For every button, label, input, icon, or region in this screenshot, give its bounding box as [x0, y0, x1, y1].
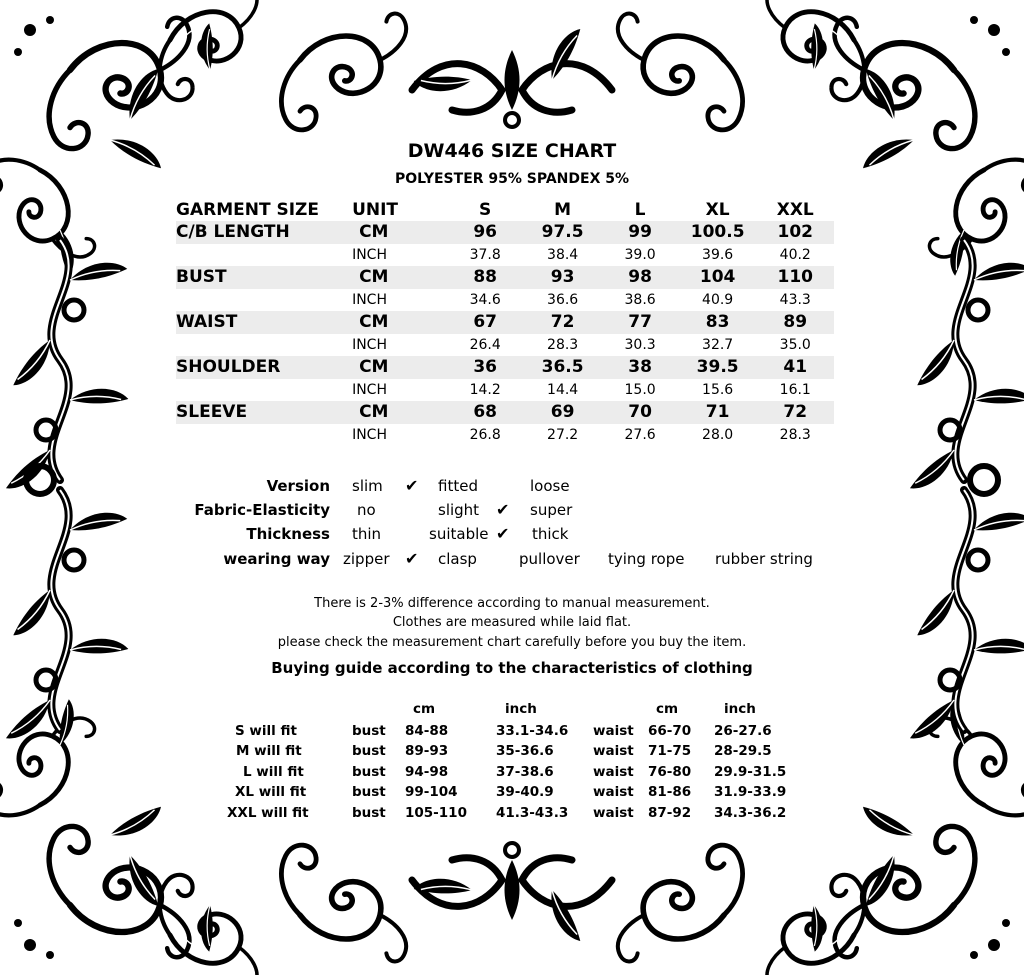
- table-cell: 14.2: [469, 381, 501, 398]
- unit-cm: CM: [352, 221, 446, 244]
- unit-cm: CM: [352, 311, 446, 334]
- guide-cell: 66-70: [648, 723, 692, 739]
- table-cell: 72: [756, 401, 834, 424]
- table-cell: 67: [446, 311, 523, 334]
- guide-cell: 81-86: [648, 784, 692, 800]
- buying-guide-title: Buying guide according to the characteristics of clothing: [271, 659, 753, 677]
- table-cell: 110: [756, 266, 834, 289]
- chart-title: DW446 SIZE CHART: [407, 140, 617, 162]
- note-check-chart: please check the measurement chart carefully before you buy the item.: [277, 635, 747, 650]
- table-cell: 28.3: [547, 336, 579, 353]
- option-slight: slight: [438, 501, 480, 519]
- table-cell: 15.6: [702, 381, 734, 398]
- table-row: [176, 379, 834, 402]
- table-cell: 27.2: [547, 426, 579, 443]
- version-label: Version: [266, 477, 330, 495]
- guide-size-label: S will fit: [235, 723, 297, 739]
- unit-cm: CM: [352, 356, 446, 379]
- thickness-label: Thickness: [246, 525, 330, 543]
- table-row: [176, 311, 834, 334]
- table-cell: 100.5: [679, 221, 757, 244]
- table-cell: 83: [679, 311, 757, 334]
- guide-cell: 41.3-43.3: [496, 805, 569, 821]
- unit-inch: INCH: [352, 336, 387, 353]
- table-cell: 43.3: [779, 291, 811, 308]
- table-cell: 70: [601, 401, 678, 424]
- table-cell: 72: [524, 311, 602, 334]
- guide-cell: 71-75: [648, 743, 692, 759]
- size-table: [176, 199, 834, 446]
- guide-size-label: XL will fit: [235, 784, 307, 800]
- table-cell: 38.4: [547, 246, 579, 263]
- guide-cell: 34.3-36.2: [714, 805, 787, 821]
- guide-cell: 89-93: [405, 743, 449, 759]
- header-unit: UNIT: [352, 200, 399, 220]
- table-cell: 37.8: [469, 246, 501, 263]
- wearing-way-row: [180, 547, 840, 571]
- guide-cell: 29.9-31.5: [714, 764, 787, 780]
- header-size-s: S: [479, 200, 492, 220]
- table-cell: 38: [601, 356, 678, 379]
- guide-cell: 76-80: [648, 764, 692, 780]
- guide-measure: bust: [352, 764, 386, 780]
- guide-header-cm: cm: [656, 701, 679, 717]
- table-cell: 68: [446, 401, 523, 424]
- guide-cell: 105-110: [405, 805, 467, 821]
- table-cell: 32.7: [702, 336, 734, 353]
- guide-measure: bust: [352, 743, 386, 759]
- option-tying-rope: tying rope: [608, 550, 685, 568]
- option-pullover: pullover: [519, 550, 580, 568]
- guide-header-cm: cm: [413, 701, 436, 717]
- table-cell: 40.2: [779, 246, 811, 263]
- guide-measure: waist: [593, 784, 634, 800]
- header-size-l: L: [634, 200, 646, 220]
- option-clasp: clasp: [438, 550, 477, 568]
- guide-size-label: XXL will fit: [227, 805, 309, 821]
- fabric-composition: POLYESTER 95% SPANDEX 5%: [394, 171, 630, 187]
- table-row: [176, 401, 834, 424]
- table-cell: 104: [679, 266, 757, 289]
- table-cell: 97.5: [524, 221, 602, 244]
- option-zipper: zipper: [343, 550, 390, 568]
- guide-size-label: M will fit: [236, 743, 302, 759]
- table-row: [176, 334, 834, 357]
- table-cell: 38.6: [624, 291, 656, 308]
- guide-cell: 99-104: [405, 784, 458, 800]
- header-size-xl: XL: [705, 200, 730, 220]
- guide-cell: 33.1-34.6: [496, 723, 569, 739]
- unit-inch: INCH: [352, 381, 387, 398]
- table-cell: 28.0: [702, 426, 734, 443]
- table-cell: 40.9: [702, 291, 734, 308]
- option-fitted: fitted: [438, 477, 478, 495]
- table-cell: 36: [446, 356, 523, 379]
- guide-cell: 37-38.6: [496, 764, 554, 780]
- header-garment-size: GARMENT SIZE: [176, 200, 319, 220]
- guide-cell: 26-27.6: [714, 723, 772, 739]
- table-cell: 89: [756, 311, 834, 334]
- size-table-header: [176, 199, 834, 221]
- header-size-xxl: XXL: [776, 200, 814, 220]
- table-row: [176, 221, 834, 244]
- table-cell: 93: [524, 266, 602, 289]
- check-mark-icon: ✔: [405, 549, 419, 568]
- guide-header-inch: inch: [724, 701, 756, 717]
- guide-header-inch: inch: [505, 701, 537, 717]
- table-row: [176, 266, 834, 289]
- table-cell: 96: [446, 221, 523, 244]
- table-cell: 30.3: [624, 336, 656, 353]
- elasticity-row: [180, 498, 840, 522]
- table-row: [176, 244, 834, 267]
- guide-measure: bust: [352, 784, 386, 800]
- unit-inch: INCH: [352, 426, 387, 443]
- table-cell: 99: [601, 221, 678, 244]
- table-cell: 77: [601, 311, 678, 334]
- measure-label: WAIST: [176, 311, 352, 334]
- table-cell: 26.4: [469, 336, 501, 353]
- table-cell: 27.6: [624, 426, 656, 443]
- elasticity-label: Fabric-Elasticity: [194, 501, 330, 519]
- table-cell: 88: [446, 266, 523, 289]
- table-cell: 39.6: [702, 246, 734, 263]
- table-cell: 28.3: [779, 426, 811, 443]
- guide-cell: 84-88: [405, 723, 449, 739]
- note-laid-flat: Clothes are measured while laid flat.: [392, 615, 632, 630]
- table-cell: 16.1: [779, 381, 811, 398]
- check-mark-icon: ✔: [405, 476, 419, 495]
- guide-cell: 87-92: [648, 805, 692, 821]
- table-cell: 102: [756, 221, 834, 244]
- check-mark-icon: ✔: [496, 500, 510, 519]
- table-cell: 14.4: [547, 381, 579, 398]
- guide-cell: 28-29.5: [714, 743, 772, 759]
- guide-size-label: L will fit: [243, 764, 304, 780]
- unit-inch: INCH: [352, 291, 387, 308]
- guide-measure: waist: [593, 723, 634, 739]
- option-suitable: suitable: [429, 525, 489, 543]
- table-row: [176, 356, 834, 379]
- guide-cell: 39-40.9: [496, 784, 554, 800]
- table-row: [176, 289, 834, 312]
- guide-cell: 94-98: [405, 764, 449, 780]
- table-cell: 15.0: [624, 381, 656, 398]
- unit-cm: CM: [352, 401, 446, 424]
- table-cell: 69: [524, 401, 602, 424]
- measure-label: BUST: [176, 266, 352, 289]
- table-cell: 39.5: [679, 356, 757, 379]
- option-thick: thick: [532, 525, 569, 543]
- option-rubber-string: rubber string: [715, 550, 813, 568]
- measure-label: SHOULDER: [176, 356, 352, 379]
- table-cell: 98: [601, 266, 678, 289]
- version-row: [180, 474, 840, 498]
- wearing-way-label: wearing way: [223, 550, 330, 568]
- table-cell: 71: [679, 401, 757, 424]
- guide-measure: waist: [593, 805, 634, 821]
- check-mark-icon: ✔: [496, 524, 510, 543]
- measure-label: C/B LENGTH: [176, 221, 352, 244]
- table-cell: 41: [756, 356, 834, 379]
- table-cell: 26.8: [469, 426, 501, 443]
- guide-measure: waist: [593, 764, 634, 780]
- header-size-m: M: [554, 200, 572, 220]
- guide-cell: 31.9-33.9: [714, 784, 787, 800]
- measure-label: SLEEVE: [176, 401, 352, 424]
- option-super: super: [530, 501, 573, 519]
- guide-cell: 35-36.6: [496, 743, 554, 759]
- table-cell: 36.5: [524, 356, 602, 379]
- guide-measure: bust: [352, 805, 386, 821]
- table-row: [176, 424, 834, 447]
- table-cell: 39.0: [624, 246, 656, 263]
- table-cell: 34.6: [469, 291, 501, 308]
- unit-cm: CM: [352, 266, 446, 289]
- note-measurement-difference: There is 2-3% difference according to manual measurement.: [314, 596, 710, 611]
- guide-measure: waist: [593, 743, 634, 759]
- option-loose: loose: [530, 477, 570, 495]
- option-slim: slim: [352, 477, 383, 495]
- unit-inch: INCH: [352, 246, 387, 263]
- guide-measure: bust: [352, 723, 386, 739]
- option-thin: thin: [352, 525, 382, 543]
- option-no: no: [357, 501, 376, 519]
- thickness-row: [180, 522, 840, 546]
- table-cell: 36.6: [547, 291, 579, 308]
- table-cell: 35.0: [779, 336, 811, 353]
